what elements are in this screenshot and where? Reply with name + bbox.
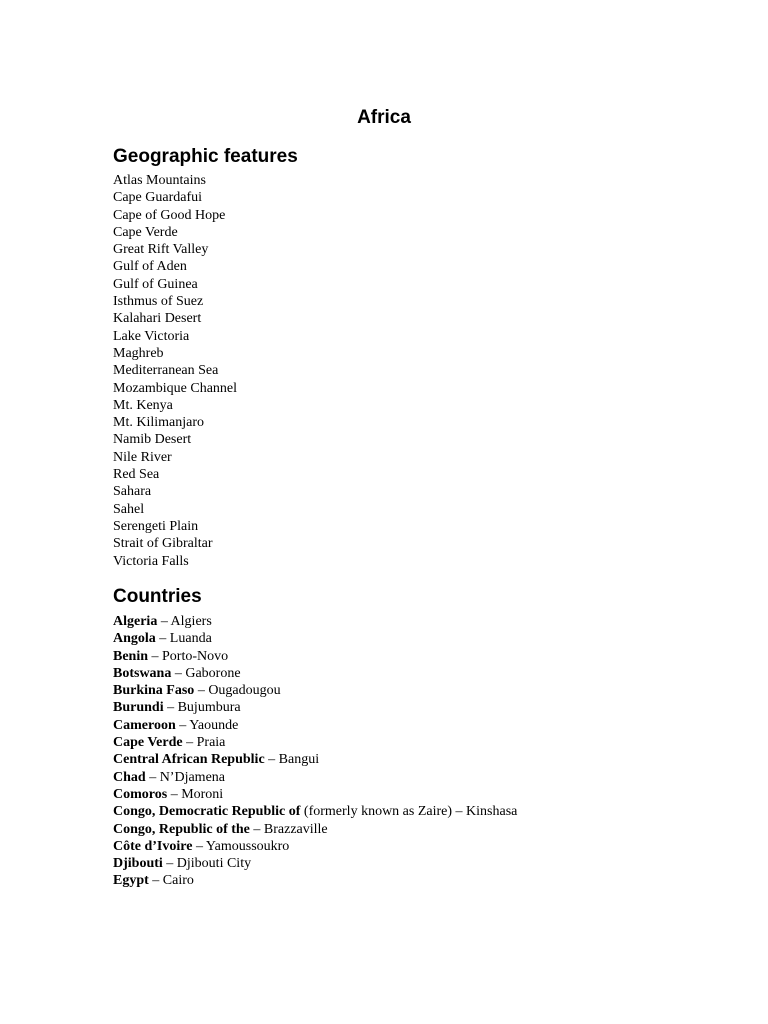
country-capital: – Brazzaville (249, 821, 328, 837)
country-capital: – Algiers (157, 614, 212, 629)
country-list-item (113, 734, 517, 751)
country-name: Egypt (113, 873, 149, 889)
feature-list-item: Strait of Gibraltar (113, 536, 213, 552)
country-name: Congo, Democratic Republic of (113, 804, 301, 820)
country-list-item (113, 786, 517, 803)
country-name: Burkina Faso (113, 683, 195, 699)
feature-list-item: Sahel (113, 501, 145, 517)
section-heading-countries: Countries (113, 586, 202, 607)
country-capital: – Cairo (148, 873, 194, 889)
country-name: Botswana (113, 665, 172, 681)
country-list-item (113, 855, 517, 872)
feature-list-item: Isthmus of Suez (113, 294, 204, 310)
country-capital: – Yamoussoukro (192, 838, 290, 854)
feature-list-item: Maghreb (113, 345, 164, 361)
country-capital: – Djibouti City (162, 856, 252, 872)
feature-list-item: Cape Guardafui (113, 190, 203, 206)
country-name: Côte d’Ivoire (113, 838, 193, 854)
country-list-item (113, 648, 517, 665)
feature-list-item: Great Rift Valley (113, 242, 209, 258)
country-capital: – Moroni (167, 786, 224, 802)
country-name: Algeria (113, 614, 158, 629)
country-list-item (113, 821, 517, 838)
country-capital: – Ougadougou (194, 683, 281, 699)
country-capital: (formerly known as Zaire) – Kinshasa (300, 804, 518, 820)
country-list-item (113, 665, 517, 682)
country-list-item (113, 751, 517, 768)
countries-list (113, 613, 517, 890)
feature-list-item: Gulf of Guinea (113, 276, 198, 292)
country-capital: – Gaborone (171, 665, 241, 681)
feature-list-item: Cape Verde (113, 224, 178, 240)
section-heading-geographic-features: Geographic features (113, 146, 298, 167)
country-name: Angola (113, 631, 156, 647)
country-capital: – Bujumbura (163, 700, 241, 716)
feature-list-item: Nile River (113, 449, 172, 465)
feature-list-item: Serengeti Plain (113, 518, 199, 534)
feature-list-item: Cape of Good Hope (113, 207, 226, 223)
feature-list-item: Mediterranean Sea (113, 363, 219, 379)
country-capital: – Yaounde (175, 717, 239, 733)
country-name: Benin (113, 648, 149, 664)
country-name: Congo, Republic of the (113, 821, 250, 837)
country-name: Djibouti (113, 856, 163, 872)
feature-list-item: Lake Victoria (113, 328, 190, 344)
country-name: Chad (113, 769, 146, 785)
country-name: Burundi (113, 700, 164, 716)
country-list-item (113, 838, 517, 855)
feature-list-item: Victoria Falls (113, 553, 189, 569)
country-capital: – Porto-Novo (148, 648, 229, 664)
feature-list-item: Mozambique Channel (113, 380, 238, 396)
country-capital: – Praia (182, 735, 226, 751)
country-list-item (113, 872, 517, 889)
country-list-item (113, 682, 517, 699)
country-name: Cameroon (113, 717, 176, 733)
country-list-item (113, 699, 517, 716)
country-list-item (113, 613, 517, 630)
feature-list-item: Namib Desert (113, 432, 192, 448)
country-name: Cape Verde (113, 735, 183, 751)
country-list-item (113, 769, 517, 786)
country-list-item (113, 717, 517, 734)
country-list-item (113, 803, 517, 820)
feature-list-item: Sahara (113, 484, 152, 500)
feature-list-item: Kalahari Desert (113, 311, 202, 327)
feature-list-item: Red Sea (113, 467, 160, 483)
country-capital: – Luanda (155, 631, 212, 647)
page-title: Africa (357, 107, 411, 128)
feature-list-item: Mt. Kenya (113, 397, 173, 413)
country-name: Comoros (113, 786, 168, 802)
country-capital: – N’Djamena (145, 769, 225, 785)
feature-list-item: Mt. Kilimanjaro (113, 415, 204, 431)
country-list-item (113, 630, 517, 647)
geographic-features-list (113, 172, 237, 570)
country-capital: – Bangui (264, 752, 320, 768)
feature-list-item: Gulf of Aden (113, 259, 187, 275)
country-name: Central African Republic (113, 752, 265, 768)
feature-list-item: Atlas Mountains (113, 173, 206, 188)
